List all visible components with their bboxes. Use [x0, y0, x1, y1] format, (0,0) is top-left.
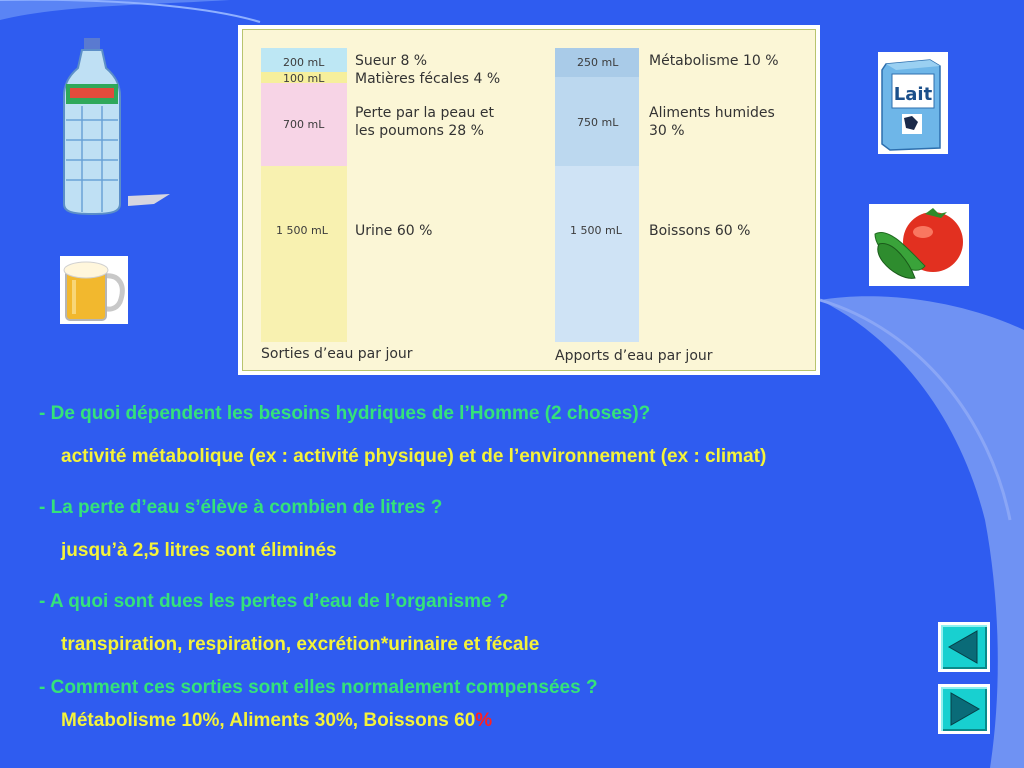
segment-drinks [555, 166, 639, 342]
next-slide-button[interactable] [938, 684, 990, 734]
arrow-left-icon [941, 625, 987, 669]
desc-drinks: Boissons 60 % [649, 223, 751, 239]
question-1: - De quoi dépendent les besoins hydriques de l’Homme (2 choses)? [39, 403, 651, 424]
desc-moist-food: Aliments humides 30 % [649, 105, 775, 139]
answer-3: transpiration, respiration, excrétion*urinaire et fécale [61, 634, 540, 655]
answer-4 [61, 710, 492, 732]
amount-sweat: 200 mL [283, 56, 325, 69]
answer-2: jusqu’à 2,5 litres sont éliminés [61, 540, 337, 561]
amount-skin-lungs: 700 mL [283, 118, 325, 131]
answer-4-percent: % [475, 710, 493, 731]
diagram-background [242, 29, 816, 371]
answer-1: activité métabolique (ex : activité physique) et de l’environnement (ex : climat) [61, 446, 767, 467]
segment-urine [261, 166, 347, 342]
desc-urine: Urine 60 % [355, 223, 433, 239]
desc-sweat: Sueur 8 % [355, 53, 428, 69]
amount-drinks: 1 500 mL [570, 224, 622, 237]
caption-inputs: Apports d’eau par jour [555, 348, 713, 364]
milk-carton-icon [878, 52, 948, 154]
tomato-pepper-icon [869, 204, 969, 286]
amount-feces: 100 mL [283, 72, 325, 85]
water-balance-diagram [238, 25, 820, 375]
water-bottle-icon [58, 36, 174, 216]
desc-feces: Matières fécales 4 % [355, 71, 501, 87]
question-3: - A quoi sont dues les pertes d’eau de l’organisme ? [39, 591, 509, 612]
amount-urine: 1 500 mL [276, 224, 328, 237]
caption-outputs: Sorties d’eau par jour [261, 346, 413, 362]
desc-metabolism: Métabolisme 10 % [649, 53, 779, 69]
water-outputs-column [261, 48, 347, 342]
water-inputs-column [555, 48, 639, 342]
amount-metabolism: 250 mL [577, 56, 619, 69]
answer-4-text: Métabolisme 10%, Aliments 30%, Boissons 60 [61, 710, 476, 731]
arrow-right-icon [941, 687, 987, 731]
amount-moist-food: 750 mL [577, 116, 619, 129]
milk-carton-label: Lait [893, 84, 933, 105]
desc-skin-lungs: Perte par la peau et les poumons 28 % [355, 105, 494, 139]
previous-slide-button[interactable] [938, 622, 990, 672]
question-2: - La perte d’eau s’élève à combien de litres ? [39, 497, 443, 518]
beer-mug-icon [60, 256, 128, 324]
question-4: - Comment ces sorties sont elles normalement compensées ? [39, 677, 598, 698]
